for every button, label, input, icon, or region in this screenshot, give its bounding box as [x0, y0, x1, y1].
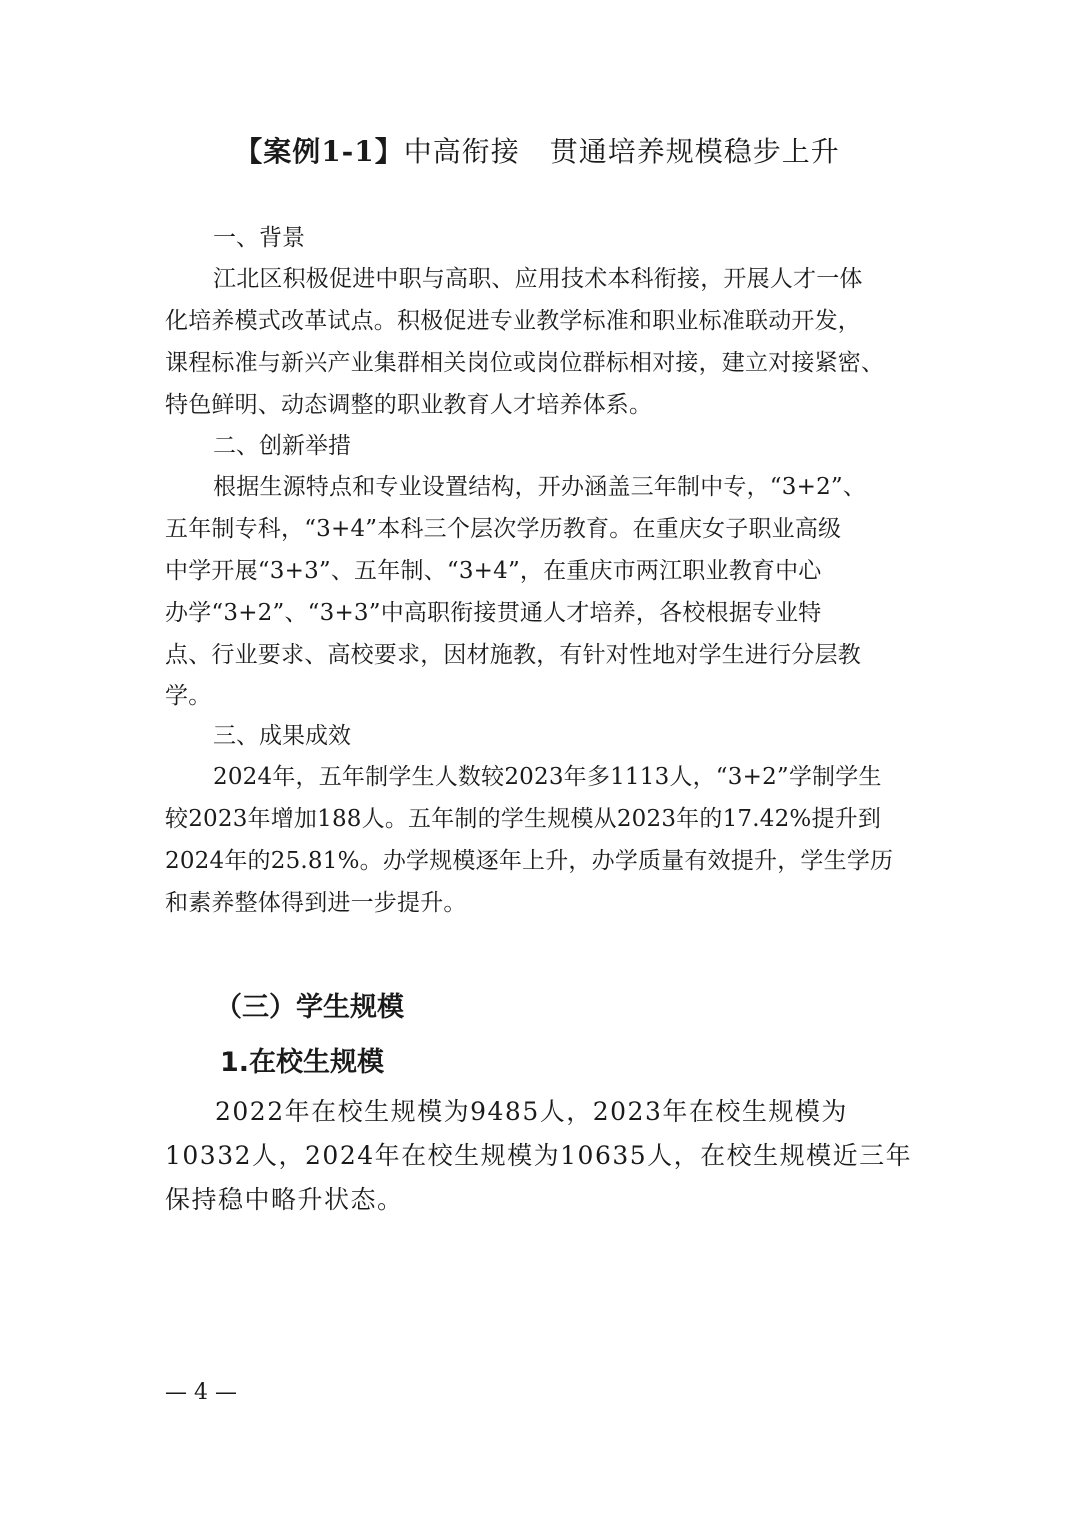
enrollment-line: 10332人，2024年在校生规模为10635人，在校生规模近三年	[165, 1141, 913, 1170]
case-tag: 【案例1-1】	[234, 135, 404, 168]
measures-line: 点、行业要求、高校要求，因材施教，有针对性地对学生进行分层教	[165, 642, 861, 668]
background-heading: 一、背景	[213, 225, 305, 251]
case-title-part-a: 中高衔接	[403, 135, 520, 168]
measures-line: 五年制专科，“3+4”本科三个层次学历教育。在重庆女子职业高级	[165, 516, 842, 542]
measures-line: 根据生源特点和专业设置结构，开办涵盖三年制中专，“3+2”、	[213, 474, 867, 500]
background-line: 课程标准与新兴产业集群相关岗位或岗位群标相对接，建立对接紧密、	[165, 350, 885, 376]
measures-line: 办学“3+2”、“3+3”中高职衔接贯通人才培养，各校根据专业特	[165, 600, 822, 626]
case-title-part-b: 贯通培养规模稳步上升	[549, 135, 840, 168]
enrollment-line: 保持稳中略升状态。	[165, 1185, 404, 1214]
section-title: （三）学生规模	[215, 992, 404, 1023]
measures-line: 中学开展“3+3”、五年制、“3+4”，在重庆市两江职业教育中心	[165, 558, 822, 584]
case-title	[0, 130, 1074, 170]
enrollment-line: 2022年在校生规模为9485人，2023年在校生规模为	[215, 1097, 848, 1126]
results-line: 2024年的25.81%。办学规模逐年上升，办学质量有效提升，学生学历	[165, 848, 894, 874]
results-line: 2024年，五年制学生人数较2023年多1113人，“3+2”学制学生	[213, 764, 882, 790]
measures-line: 学。	[165, 683, 212, 709]
background-line: 化培养模式改革试点。积极促进专业教学标准和职业标准联动开发，	[165, 308, 861, 334]
page-number: — 4 —	[165, 1380, 237, 1405]
results-line: 和素养整体得到进一步提升。	[165, 890, 467, 916]
results-line: 较2023年增加188人。五年制的学生规模从2023年的17.42%提升到	[165, 806, 882, 832]
subsection-title: 1.在校生规模	[220, 1047, 385, 1078]
background-line: 特色鲜明、动态调整的职业教育人才培养体系。	[165, 392, 653, 418]
measures-heading: 二、创新举措	[213, 433, 351, 459]
background-line: 江北区积极促进中职与高职、应用技术本科衔接，开展人才一体	[213, 266, 863, 292]
results-heading: 三、成果成效	[213, 723, 351, 749]
